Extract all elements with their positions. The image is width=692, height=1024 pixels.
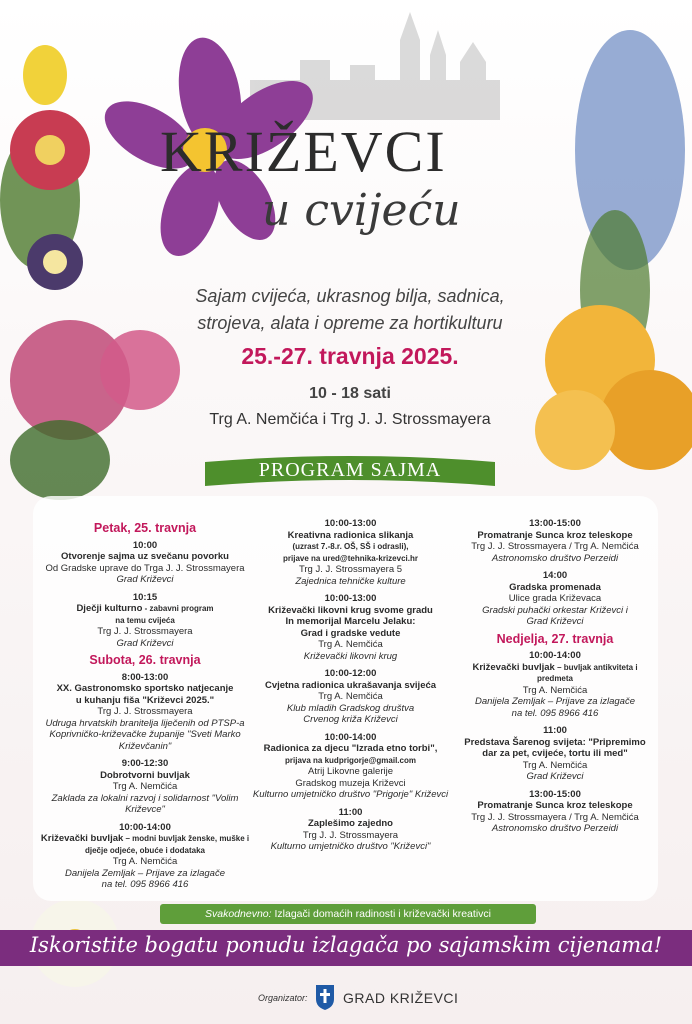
brand-title: KRIŽEVCI [160,119,447,184]
program-heading: PROGRAM SAJMA [258,459,442,481]
item-place: Ulice grada Križevaca [508,593,602,604]
item-title: Zaplešimo zajedno [308,818,393,829]
item-title: Grad i gradske vedute [300,627,401,639]
event-hours: 10 - 18 sati [309,385,391,402]
item-place: Trg A. Nemčića [318,691,383,702]
item-organizer: Grad Križevci [116,637,174,649]
item-place: Trg J. J. Strossmayera [97,626,193,637]
item-time: 11:00 [338,806,363,818]
item-time: 10:00-14:00 [324,731,377,743]
item-organizer: Astronomsko društvo Perzeidi [491,552,619,564]
program-item [248,593,453,662]
item-note: (uzrast 7.-8.r. OŠ, SŠ i odrasli), [292,542,409,551]
item-title: u kuhanju fiša "Križevci 2025." [75,694,215,706]
item-place: Trg J. J. Strossmayera [97,706,193,717]
item-organizer: Grad Križevci [526,616,584,627]
item-title: Križevački likovni krug svome gradu [268,604,433,616]
brand-subtitle: u cvijeću [262,185,461,236]
item-place: Od Gradske uprave do Trga J. J. Strossmayera [45,562,245,574]
item-title: Otvorenje sajma uz svečanu povorku [61,551,229,562]
item-note: prijava na kudprigorje@gmail.com [285,755,416,765]
item-organizer: Zaklada za lokalni razvoj i solidarnost "Volim Križevce" [51,792,239,815]
item-title-note: – modni buvljak ženske, muške i dječje odjeće, obuće i dodataka [84,834,250,855]
program-column-saturday [248,518,453,859]
program-item [455,650,655,719]
item-title: Križevački buvljak [40,833,124,844]
item-time: 10:00-13:00 [324,518,377,529]
item-organizer: Danijela Zemljak – Prijave za izlagače [65,867,225,879]
program-item [40,592,250,650]
program-item [40,540,250,586]
item-title-note: na temu cvijeća [115,615,175,625]
item-title: Kreativna radionica slikanja [287,529,414,541]
item-place: Trg A. Nemčića [318,639,383,650]
item-place: Trg J. J. Strossmayera / Trg A. Nemčića [471,541,639,552]
everyday-bar [160,904,536,924]
item-place: Trg J. J. Strossmayera [302,829,399,841]
item-title: Promatranje Sunca kroz teleskope [477,800,633,811]
item-organizer: Udruga hrvatskih branitelja liječenih od PTSP-a Koprivničko-križevačke županije "Sveti Marko Križevčanin" [45,717,245,752]
program-item [40,758,250,816]
program-item [40,822,250,891]
program-item [40,672,250,753]
item-place: Trg A. Nemčića [112,781,178,792]
item-time: 14:00 [542,570,568,581]
item-time: 10:00-12:00 [324,668,377,679]
item-title: Radionica za djecu "Izrada etno torbi", [263,743,438,754]
item-organizer: Kulturno umjetničko društvo "Prigorje" Križevci [252,789,449,800]
program-item [248,518,453,587]
item-phone: na tel. 095 8966 416 [511,707,599,719]
item-organizer: Danijela Zemljak – Prijave za izlagače [475,696,635,707]
item-time: 8:00-13:00 [121,671,169,683]
item-time: 11:00 [543,725,567,736]
everyday-label: Svakodnevno: [205,908,272,920]
item-organizer: Crvenog križa Križevci [303,714,398,725]
item-phone: na tel. 095 8966 416 [101,879,189,890]
city-coat-of-arms-icon [314,983,336,1011]
item-title: Dobrotvorni buvljak [100,769,190,781]
item-place: Gradskog muzeja Križevci [295,777,406,789]
item-time: 10:00-14:00 [529,650,581,661]
item-title-note: - zabavni program [142,604,214,613]
program-item [248,732,453,801]
item-organizer: Grad Križevci [116,574,174,585]
item-place: Trg J. J. Strossmayera 5 [298,564,403,575]
program-item [248,668,453,726]
item-note: prijave na ured@tehnika-krizevci.hr [283,553,418,563]
item-title: In memorijal Marcelu Jelaku: [285,616,416,627]
program-item [455,789,655,835]
item-title: Promatranje Sunca kroz teleskope [477,529,633,541]
tagline-line: strojeva, alata i opreme za hortikulturu [197,313,503,333]
tagline [140,283,560,337]
item-time: 9:00-12:30 [121,758,169,769]
item-title: Dječji kulturno [76,603,143,614]
day-heading: Petak, 25. travnja [93,521,197,535]
item-title: Cvjetna radionica ukrašavanja svijeća [264,679,437,691]
program-item [455,518,655,564]
program-item [248,807,453,853]
right-flowers-icon [535,30,692,470]
program-column-friday-saturday [40,519,250,897]
item-place: Atrij Likovne galerije [307,766,393,777]
item-place: Trg J. J. Strossmayera / Trg A. Nemčića [471,811,639,823]
program-item [455,570,655,628]
item-time: 13:00-15:00 [529,788,581,800]
item-place: Trg A. Nemčića [522,759,588,771]
item-title: Križevački buvljak [472,661,555,673]
item-title: Predstava Šarenog svijeta: "Pripremimo [464,736,646,748]
program-column-saturday-sunday [455,518,655,841]
event-dates: 25.-27. travnja 2025. [241,343,459,369]
item-title-note: – buvljak antikviteta i predmeta [536,662,638,683]
promo-text: Iskoristite bogatu ponudu izlagača po sajamskim cijenama! [29,933,663,957]
day-heading: Subota, 26. travnja [89,653,201,667]
item-place: Trg A. Nemčića [522,684,588,696]
organizer-name: GRAD KRIŽEVCI [343,990,459,1006]
item-title: dar za pet, cvijeće, tortu ili med" [482,748,628,759]
item-title: XX. Gastronomsko sportsko natjecanje [56,683,234,694]
item-organizer: Klub mladih Gradskog društva [286,702,415,714]
item-title: Gradska promenada [509,581,601,593]
item-organizer: Križevački likovni krug [303,650,398,662]
item-time: 10:00-14:00 [119,821,171,833]
organizer-label: Organizator: [258,993,308,1003]
item-organizer: Kulturno umjetničko društvo "Križevci" [270,841,431,852]
program-item [455,725,655,783]
item-time: 10:15 [132,591,158,603]
item-time: 10:00 [132,539,158,551]
item-time: 10:00-13:00 [324,593,377,604]
tagline-line: Sajam cvijeća, ukrasnog bilja, sadnica, [195,286,505,306]
event-venue: Trg A. Nemčića i Trg J. J. Strossmayera [209,411,491,428]
item-place: Trg A. Nemčića [112,856,178,867]
item-organizer: Astronomsko društvo Perzeidi [491,823,619,834]
item-time: 13:00-15:00 [529,518,581,529]
day-heading: Nedjelja, 27. travnja [496,631,614,646]
item-organizer: Gradski puhački orkestar Križevci i [482,604,628,616]
item-organizer: Grad Križevci [526,771,584,782]
item-organizer: Zajednica tehničke kulture [295,575,406,587]
everyday-text: Izlagači domaćih radinosti i križevački kreativci [274,908,491,920]
